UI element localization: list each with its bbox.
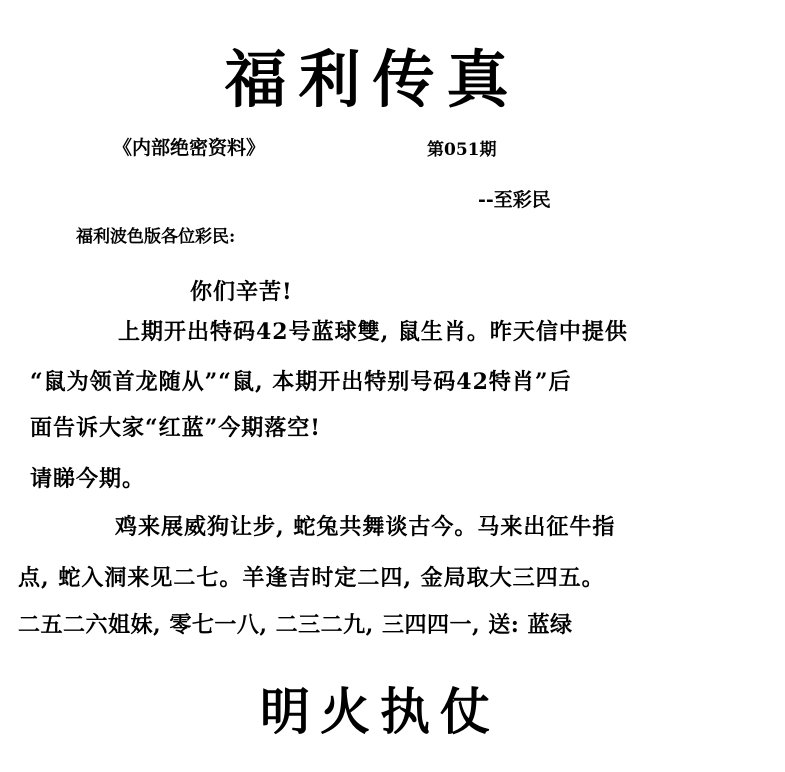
greeting: 福利波色版各位彩民:: [76, 227, 236, 247]
footer-slogan: 明火执仗: [260, 682, 500, 741]
document-title: 福利传真: [224, 43, 521, 116]
letter-line: 面告诉大家“红蓝”今期落空!: [30, 415, 321, 441]
issue-number: 第051期: [427, 140, 497, 160]
confidential-label: 《内部绝密资料》: [113, 137, 266, 159]
letter-line: 鸡来展威狗让步, 蛇兔共舞谈古今。马来出征牛指: [115, 514, 616, 540]
letter-line: 上期开出特码42号蓝球雙, 鼠生肖。昨天信中提供: [118, 319, 628, 345]
letter-line: “鼠为领首龙随从”“鼠, 本期开出特别号码42特肖”后: [30, 369, 572, 395]
letter-line: 你们辛苦!: [190, 279, 293, 305]
letter-line: 请睇今期。: [30, 466, 146, 492]
recipient-line: --至彩民: [478, 189, 551, 211]
letter-line: 二五二六姐妹, 零七一八, 二三二九, 三四四一, 送: 蓝绿: [18, 612, 573, 638]
letter-line: 点, 蛇入洞来见二七。羊逢吉时定二四, 金局取大三四五。: [18, 565, 605, 591]
